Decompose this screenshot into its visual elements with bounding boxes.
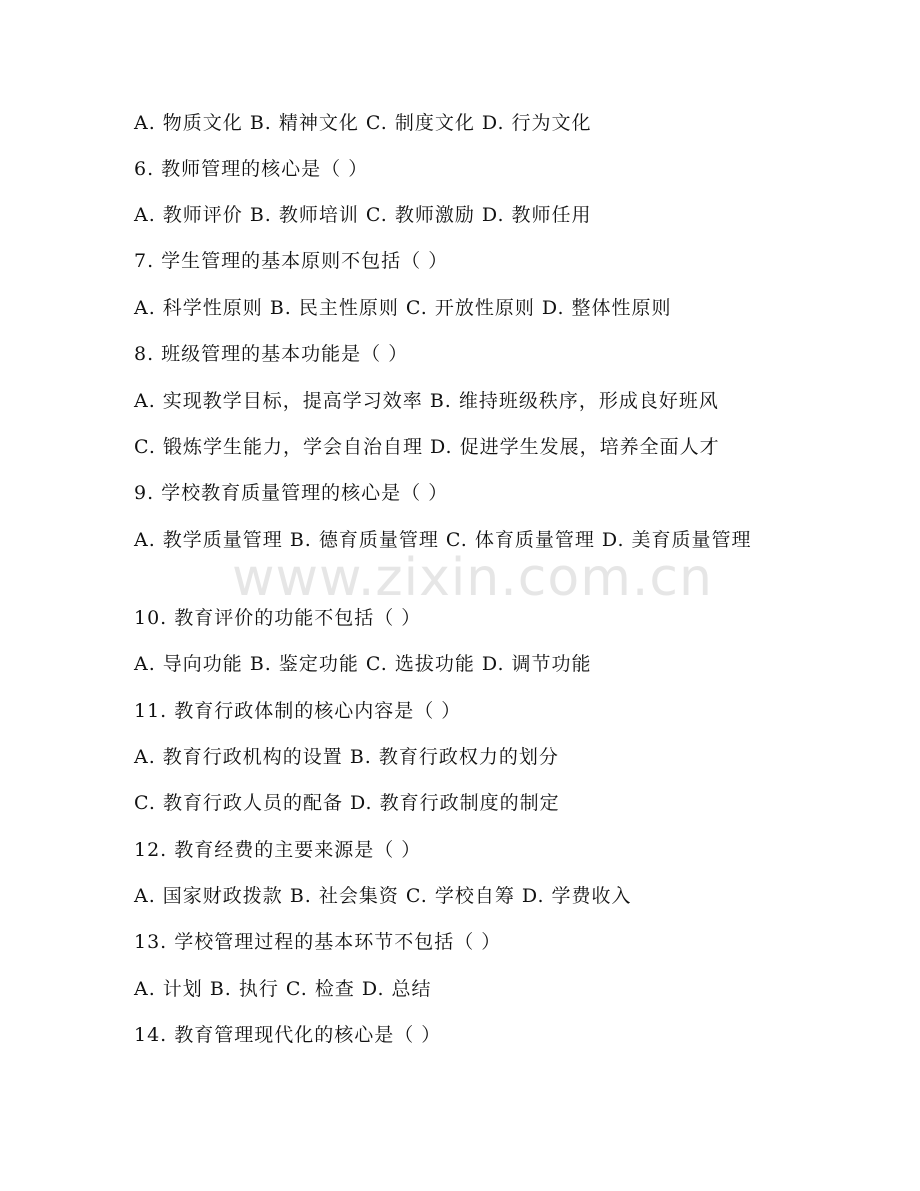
question-11: 11. 教育行政体制的核心内容是（ ） [134,700,462,722]
watermark: www.zixin.com.cn [232,548,713,608]
options-q10: A. 导向功能 B. 鉴定功能 C. 选拔功能 D. 调节功能 [134,653,592,675]
question-7: 7. 学生管理的基本原则不包括（ ） [134,250,449,272]
options-q11-ab: A. 教育行政机构的设置 B. 教育行政权力的划分 [134,746,559,768]
options-q13: A. 计划 B. 执行 C. 检查 D. 总结 [134,978,432,1000]
options-q12: A. 国家财政拨款 B. 社会集资 C. 学校自筹 D. 学费收入 [134,885,632,907]
question-8: 8. 班级管理的基本功能是（ ） [134,343,409,365]
question-13: 13. 学校管理过程的基本环节不包括（ ） [134,931,502,953]
options-q8-cd: C. 锻炼学生能力，学会自治自理 D. 促进学生发展，培养全面人才 [134,436,720,458]
options-q6: A. 教师评价 B. 教师培训 C. 教师激励 D. 教师任用 [134,204,592,226]
question-14: 14. 教育管理现代化的核心是（ ） [134,1024,442,1046]
question-9: 9. 学校教育质量管理的核心是（ ） [134,482,449,504]
options-q11-cd: C. 教育行政人员的配备 D. 教育行政制度的制定 [134,792,560,814]
options-q5: A. 物质文化 B. 精神文化 C. 制度文化 D. 行为文化 [134,112,592,134]
options-q8-ab: A. 实现教学目标，提高学习效率 B. 维持班级秩序，形成良好班风 [134,390,719,412]
question-12: 12. 教育经费的主要来源是（ ） [134,839,422,861]
question-10: 10. 教育评价的功能不包括（ ） [134,607,422,629]
question-6: 6. 教师管理的核心是（ ） [134,158,369,180]
options-q9: A. 教学质量管理 B. 德育质量管理 C. 体育质量管理 D. 美育质量管理 [134,529,752,551]
options-q7: A. 科学性原则 B. 民主性原则 C. 开放性原则 D. 整体性原则 [134,297,672,319]
